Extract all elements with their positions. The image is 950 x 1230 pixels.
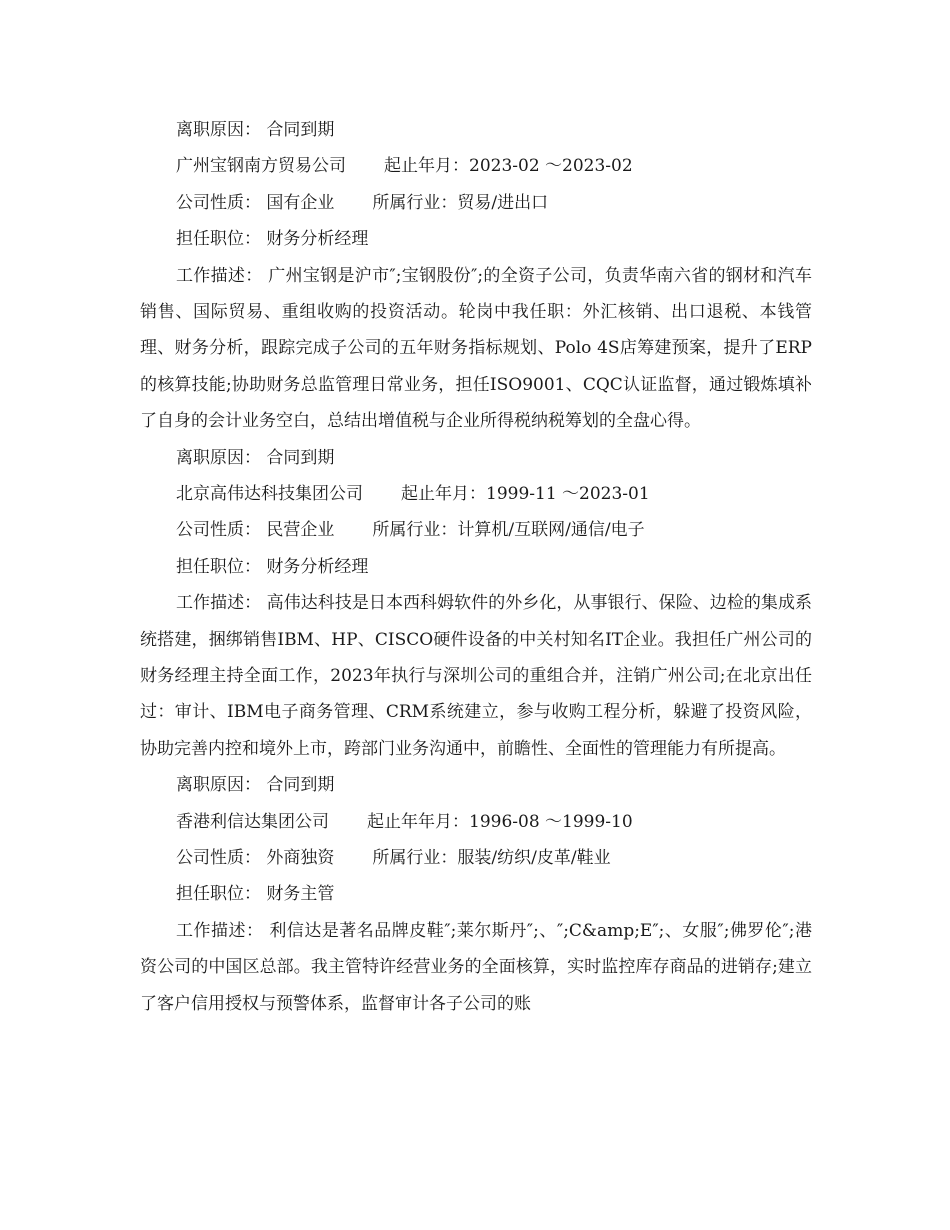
leave-reason: 离职原因： 合同到期	[176, 447, 335, 468]
company-nature: 公司性质： 国有企业	[176, 192, 335, 213]
company-name: 广州宝钢南方贸易公司	[176, 156, 346, 177]
employment-period: 起止年月：1999-11 ～2023-01	[401, 483, 650, 504]
job-position: 担任职位： 财务主管	[176, 884, 335, 905]
nature-industry-row	[140, 840, 812, 876]
job-description: 工作描述： 高伟达科技是日本西科姆软件的外乡化，从事银行、保险、边检的集成系统搭建，捆绑销售IBM、HP、CISCO硬件设备的中关村知名IT企业。我担任广州公司的财务经理主持全面工作，2023年执行与深圳公司的重组合并，注销广州公司;在北京出任过：审计、IBM电子商务管理、CRM系统建立，参与收购工程分析，躲避了投资风险，协助完善内控和境外上市，跨部门业务沟通中，前瞻性、全面性的管理能力有所提高。	[140, 593, 812, 759]
company-industry: 所属行业：贸易/进出口	[372, 192, 549, 213]
company-industry: 所属行业：服装/纺织/皮革/鞋业	[372, 847, 611, 868]
resume-work-history	[140, 112, 812, 1022]
job-position: 担任职位： 财务分析经理	[176, 229, 369, 250]
employment-period: 起止年月：2023-02 ～2023-02	[384, 156, 633, 177]
employment-period: 起止年年月：1996-08 ～1999-10	[367, 811, 633, 832]
company-nature: 公司性质： 民营企业	[176, 520, 335, 541]
job-position: 担任职位： 财务分析经理	[176, 556, 369, 577]
job-description: 工作描述： 广州宝钢是沪市″;宝钢股份″;的全资子公司，负责华南六省的钢材和汽车销售、国际贸易、重组收购的投资活动。轮岗中我任职：外汇核销、出口退税、本钱管理、财务分析，跟踪完成子公司的五年财务指标规划、Polo 4S店筹建预案，提升了ERP的核算技能;协助财务总监管理日常业务，担任ISO9001、CQC认证监督，通过锻炼填补了自身的会计业务空白，总结出增值税与企业所得税纳税筹划的全盘心得。	[140, 265, 812, 432]
company-period-row	[140, 148, 812, 184]
job-description: 工作描述： 利信达是著名品牌皮鞋″;莱尔斯丹″;、″;C&amp;E″;、女服″;佛罗伦″;港资公司的中国区总部。我主管特许经营业务的全面核算，实时监控库存商品的进销存;建立了客户信用授权与预警体系，监督审计各子公司的账	[140, 920, 812, 1014]
company-name: 香港利信达集团公司	[176, 811, 329, 832]
company-industry: 所属行业：计算机/互联网/通信/电子	[372, 520, 645, 541]
nature-industry-row	[140, 185, 812, 221]
leave-reason: 离职原因： 合同到期	[176, 120, 335, 140]
leave-reason: 离职原因： 合同到期	[176, 775, 335, 796]
company-period-row	[140, 804, 812, 840]
nature-industry-row	[140, 512, 812, 548]
company-nature: 公司性质： 外商独资	[176, 847, 335, 868]
company-name: 北京高伟达科技集团公司	[176, 483, 363, 504]
company-period-row	[140, 476, 812, 512]
